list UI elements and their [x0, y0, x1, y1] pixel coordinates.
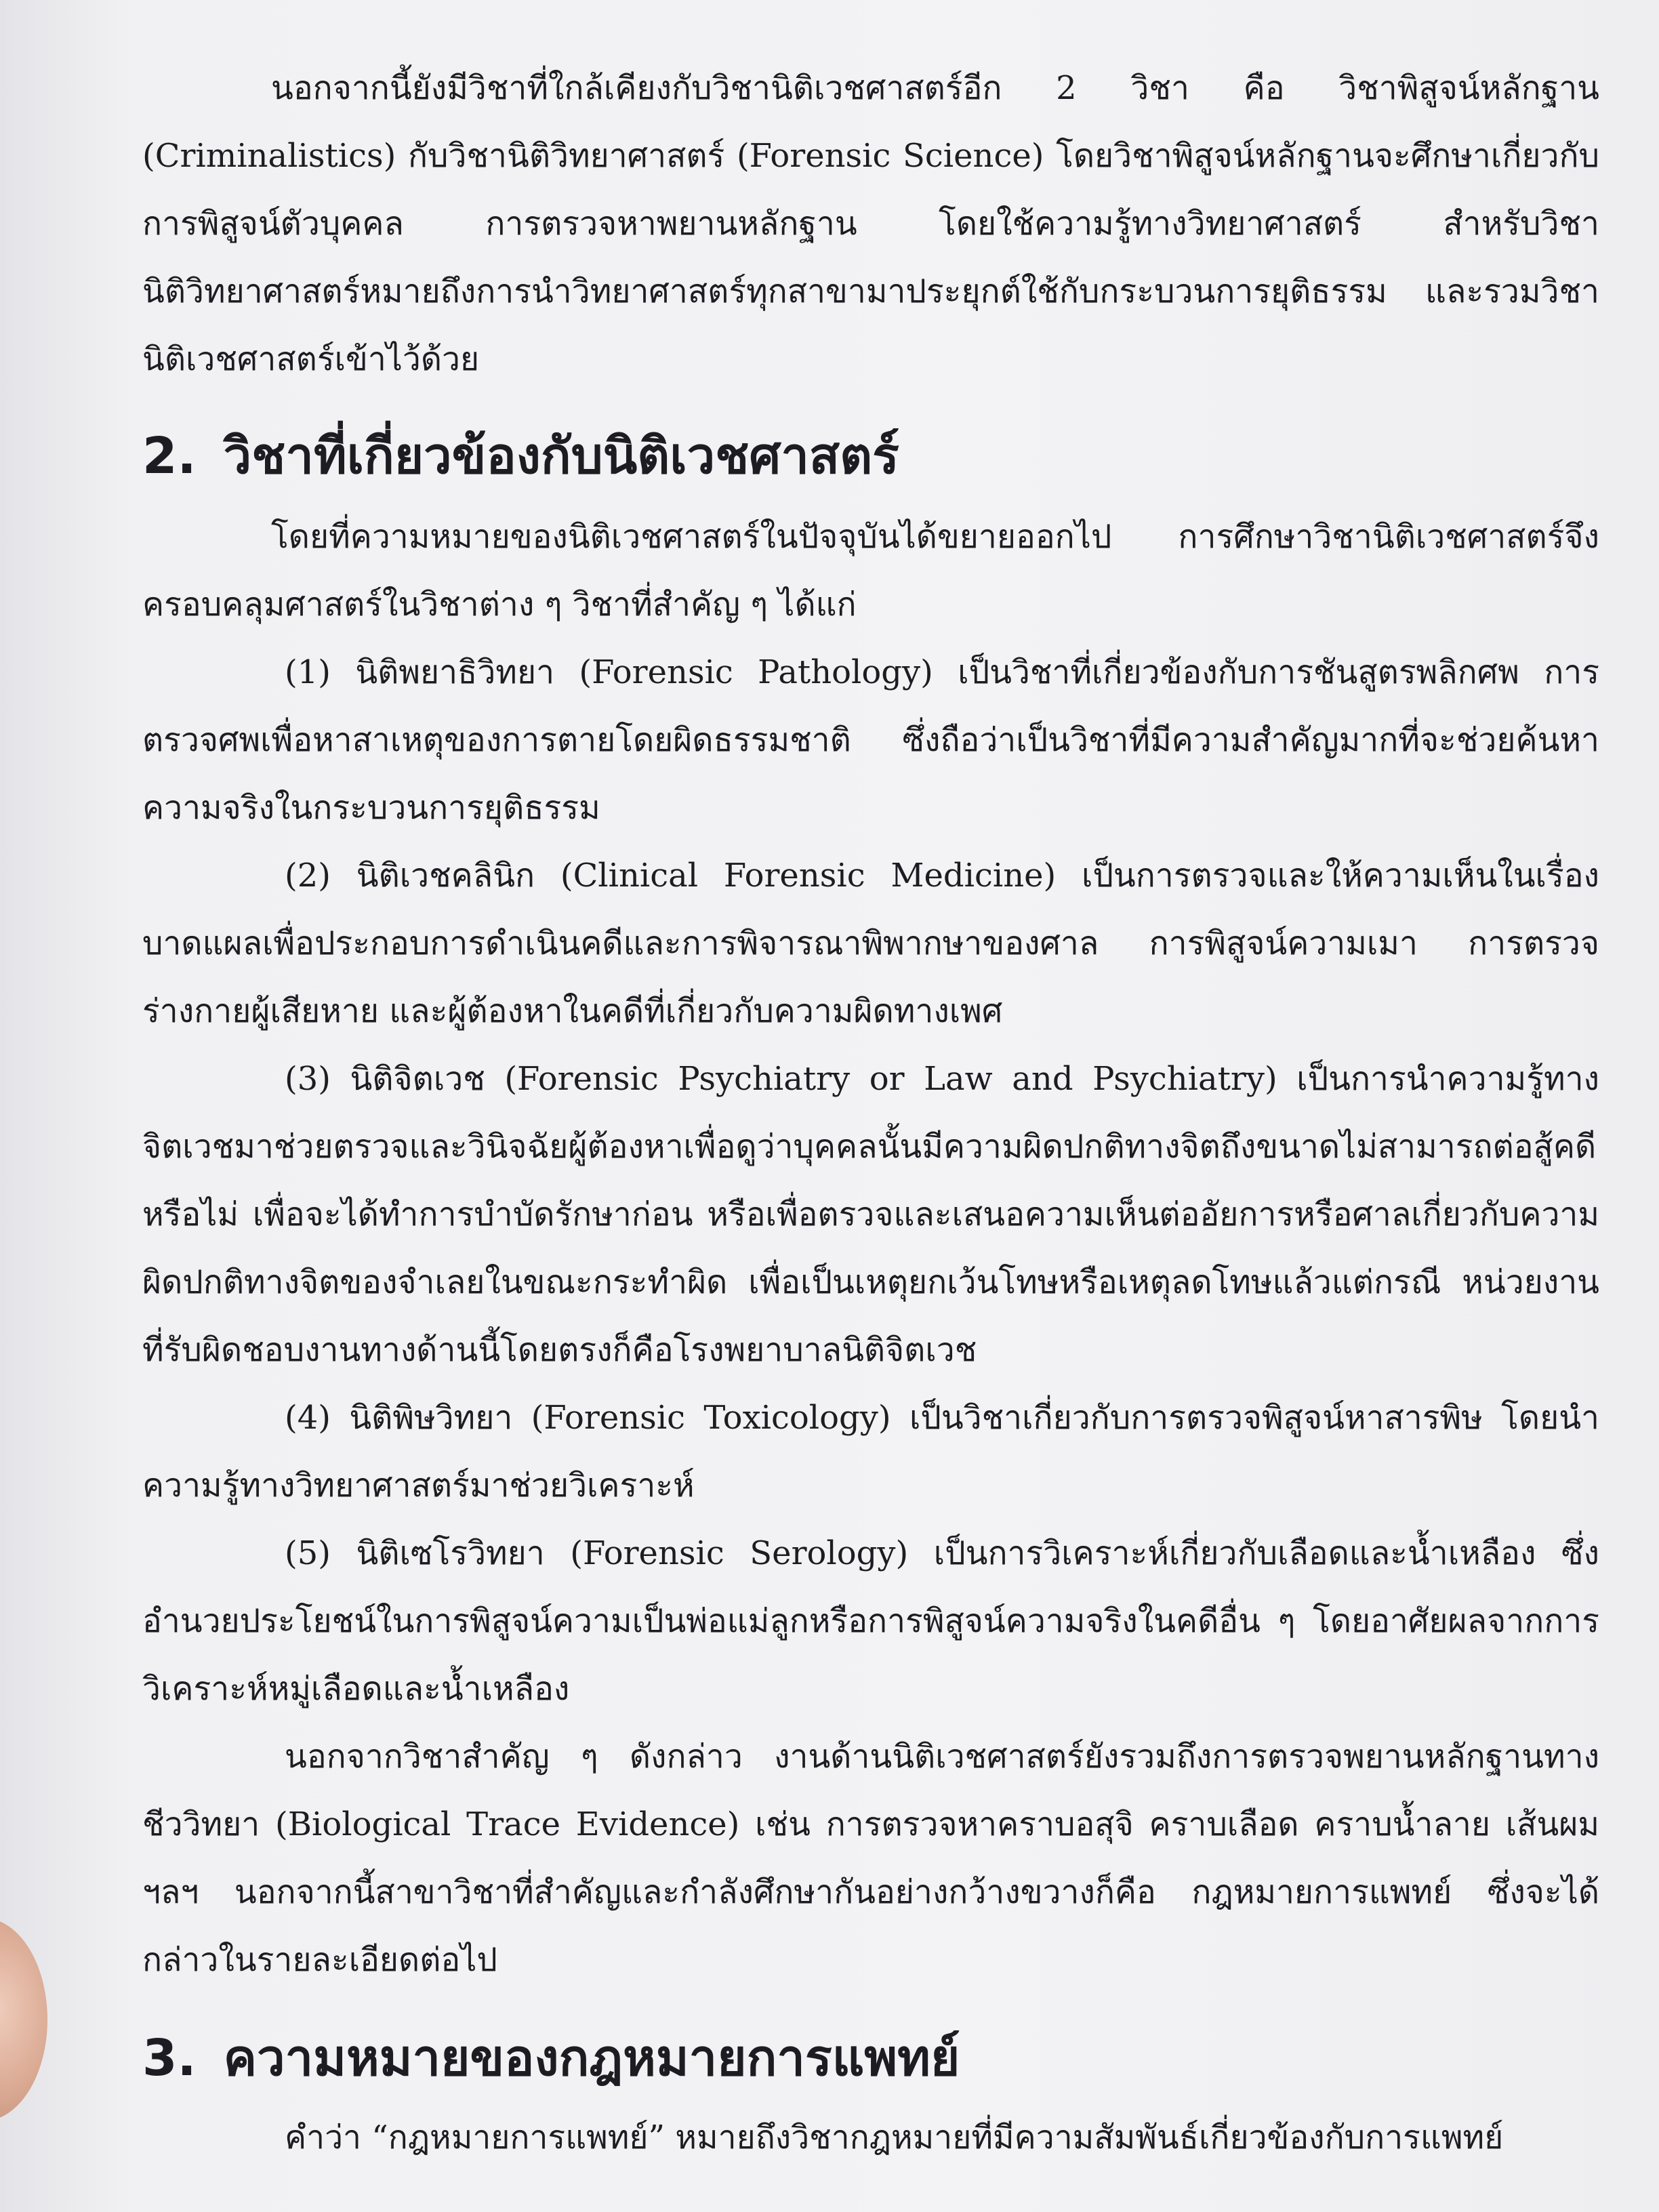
section-3-number: 3.: [142, 2029, 197, 2087]
section-2-lead: โดยที่ความหมายของนิติเวชศาสตร์ในปัจจุบันได้ขยายออกไป การศึกษาวิชานิติเวชศาสตร์จึงครอบคลุมศาสตร์ในวิชาต่าง ๆ วิชาที่สำคัญ ๆ ได้แก่: [142, 518, 1599, 623]
list-item-forensic-pathology: (1) นิติพยาธิวิทยา (Forensic Pathology) เป็นวิชาที่เกี่ยวข้องกับการชันสูตรพลิกศพ การตรวจศพเพื่อหาสาเหตุของการตายโดยผิดธรรมชาติ ซึ่งถือว่าเป็นวิชาที่มีความสำคัญมากที่จะช่วยค้นหาความจริงในกระบวนการยุติธรรม: [142, 653, 1599, 827]
list-item-forensic-toxicology: (4) นิติพิษวิทยา (Forensic Toxicology) เป็นวิชาเกี่ยวกับการตรวจพิสูจน์หาสารพิษ โดยนำความรู้ทางวิทยาศาสตร์มาช่วยวิเคราะห์: [142, 1399, 1599, 1504]
section-3-lead: คำว่า “กฎหมายการแพทย์” หมายถึงวิชากฎหมายที่มีความสัมพันธ์เกี่ยวข้องกับการแพทย์: [285, 2118, 1504, 2156]
section-3-heading: [142, 2021, 1599, 2095]
intro-paragraph: นอกจากนี้ยังมีวิชาที่ใกล้เคียงกับวิชานิติเวชศาสตร์อีก 2 วิชา คือ วิชาพิสูจน์หลักฐาน (Criminalistics) กับวิชานิติวิทยาศาสตร์ (Forensic Science) โดยวิชาพิสูจน์หลักฐานจะศึกษาเกี่ยวกับการพิสูจน์ตัวบุคคล การตรวจหาพยานหลักฐาน โดยใช้ความรู้ทางวิทยาศาสตร์ สำหรับวิชานิติวิทยาศาสตร์หมายถึงการนำวิทยาศาสตร์ทุกสาขามาประยุกต์ใช้กับกระบวนการยุติธรรม และรวมวิชานิติเวชศาสตร์เข้าไว้ด้วย: [142, 69, 1599, 378]
section-2-number: 2.: [142, 427, 197, 485]
list-item-forensic-serology: (5) นิติเซโรวิทยา (Forensic Serology) เป็นการวิเคราะห์เกี่ยวกับเลือดและน้ำเหลือง ซึ่งอำนวยประโยชน์ในการพิสูจน์ความเป็นพ่อแม่ลูกหรือการพิสูจน์ความจริงในคดีอื่น ๆ โดยอาศัยผลจากการวิเคราะห์หมู่เลือดและน้ำเหลือง: [142, 1534, 1599, 1708]
section-2-heading: [142, 419, 1599, 493]
thumb: [0, 1918, 47, 2121]
section-2-title: วิชาที่เกี่ยวข้องกับนิติเวชศาสตร์: [223, 427, 899, 485]
list-item-clinical-forensic-medicine: (2) นิติเวชคลินิก (Clinical Forensic Medicine) เป็นการตรวจและให้ความเห็นในเรื่องบาดแผลเพื่อประกอบการดำเนินคดีและการพิจารณาพิพากษาของศาล การพิสูจน์ความเมา การตรวจร่างกายผู้เสียหาย และผู้ต้องหาในคดีที่เกี่ยวกับความผิดทางเพศ: [142, 857, 1599, 1030]
list-item-forensic-psychiatry: (3) นิติจิตเวช (Forensic Psychiatry or Law and Psychiatry) เป็นการนำความรู้ทางจิตเวชมาช่วยตรวจและวินิจฉัยผู้ต้องหาเพื่อดูว่าบุคคลนั้นมีความผิดปกติทางจิตถึงขนาดไม่สามารถต่อสู้คดีหรือไม่ เพื่อจะได้ทำการบำบัดรักษาก่อน หรือเพื่อตรวจและเสนอความเห็นต่ออัยการหรือศาลเกี่ยวกับความผิดปกติทางจิตของจำเลยในขณะกระทำผิด เพื่อเป็นเหตุยกเว้นโทษหรือเหตุลดโทษแล้วแต่กรณี หน่วยงานที่รับผิดชอบงานทางด้านนี้โดยตรงก็คือโรงพยาบาลนิติจิตเวช: [142, 1060, 1599, 1369]
section-2-closing: นอกจากวิชาสำคัญ ๆ ดังกล่าว งานด้านนิติเวชศาสตร์ยังรวมถึงการตรวจพยานหลักฐานทางชีววิทยา (Biological Trace Evidence) เช่น การตรวจหาคราบอสุจิ คราบเลือด คราบน้ำลาย เส้นผม ฯลฯ นอกจากนี้สาขาวิชาที่สำคัญและกำลังศึกษากันอย่างกว้างขวางก็คือ กฎหมายการแพทย์ ซึ่งจะได้กล่าวในรายละเอียดต่อไป: [142, 1738, 1599, 1979]
section-3-title: ความหมายของกฎหมายการแพทย์: [223, 2029, 960, 2087]
page-content: [142, 54, 1599, 2171]
